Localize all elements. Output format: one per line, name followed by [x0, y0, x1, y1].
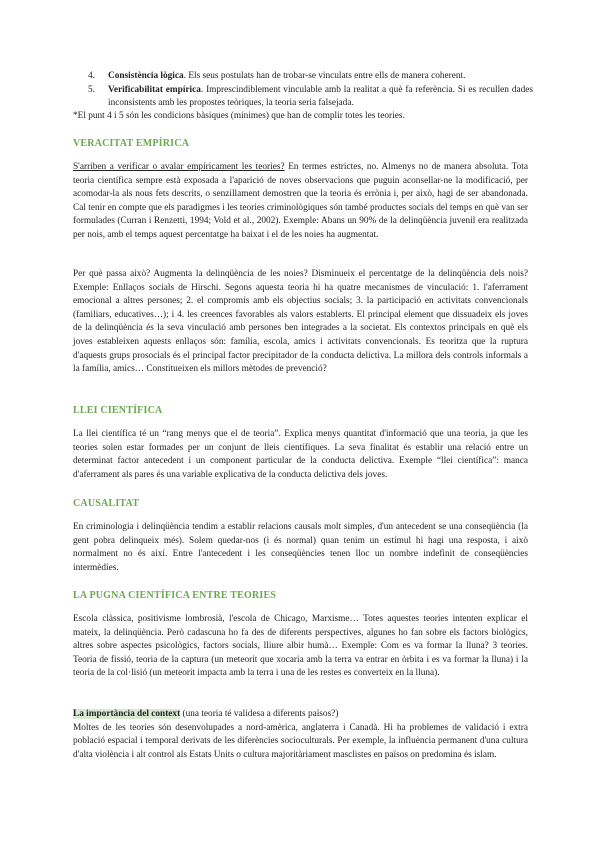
paragraph: Per què passa això? Augmenta la delinqüència de les noies? Disminueix el percentatge de la delinqüència dels nois? Exemple: Enllaços socials de Hirschi. Segons aquesta teoria hi ha quatre mecanismes de vinculació: 1. l'aferrament emocional a altres persones; 2. el compromís amb els objectius socials; 3. la participació en activitats convencionals (familiars, educatives…); i 4. les creences favorables als valors establerts. El principal element que dissuadeix els joves de la delinqüència és la seva vinculació amb persones ben integrades a la societat. Els contextos principals en què els joves estableixen aquests enllaços són: família, escola, amics i activitats convencionals. Es teoritza que la ruptura d'aquests grups prosocials és el principal factor precipitador de la conducta delictiva. La millora dels controls informals a la família, amics… Constitueixen els millors mètodes de prevenció? [73, 269, 528, 375]
paragraph [73, 161, 528, 243]
list-item [73, 84, 533, 111]
paragraph: En criminologia i delinqüència tendim a establir relacions causals molt simples, d'un antecedent se una conseqüència (la gent pobra delinqueix més). Solem quedar-nos (i és normal) quan tenim un estímul hi hagi una resposta, i això normalment no és així. Entre l'antecedent i les conseqüències tenen lloc un nombre indefinit de conseqüències intermèdies. [73, 522, 528, 573]
section-heading-causalitat: CAUSALITAT [73, 498, 140, 509]
numbered-list [73, 70, 533, 111]
list-number: 4. [88, 71, 95, 81]
section-heading-llei: LLEI CIENTÍFICA [73, 405, 163, 416]
list-item [73, 70, 533, 84]
underlined-question: S'arriben a verificar o avalar empíricament les teories? [73, 162, 285, 172]
list-text: . Els seus postulats han de trobar-se vinculats entre ells de manera coherent. [183, 71, 466, 81]
paragraph: Escola clàssica, positivisme lombrosià, l'escola de Chicago, Marxisme… Totes aquestes teories intenten explicar el mateix, la delinqüència. Però cadascuna ho fa des de diferents perspectives, algunes ho fan sobre els factors biològics, altres sobre aspectes psicològics, factors socials, lliure albir humà… Exemple: Com es va formar la lluna? 3 teories. Teoria de fissió, teoria de la captura (un meteorit que xocaria amb la terra va entrar en òrbita i es va formar la lluna) i la teoria de la col·lisió (un meteorit impacta amb la terra i una de les restes es converteix en la lluna). [73, 614, 528, 679]
paragraph-text: (una teoria té validesa a diferents països?) [180, 709, 339, 719]
section-heading-veracitat: VERACITAT EMPÍRICA [73, 138, 190, 149]
section-heading-pugna: LA PUGNA CIENTÍFICA ENTRE TEORIES [73, 590, 277, 601]
highlighted-subheading: La importància del context [73, 709, 181, 719]
list-number: 5. [88, 84, 95, 95]
paragraph: La llei científica té un “rang menys que el de teoria”. Explica menys quantitat d'informació que una teoria, ja que les teories solen estar formades per un conjunt de lleis científiques. La seva finalitat és establir una relació entre un determinat factor antecedent i un component particular de la conducta delictiva. Exemple “llei científica”: manca d'aferrament als pares és una variable explicativa de la conducta delictiva dels joves. [73, 429, 528, 480]
paragraph-text: Moltes de les teories són desenvolupades a nord-amèrica, anglaterra i Canadà. Hi ha problemes de validació i extra població espacial i temporal derivats de les diferències socioculturals. Per exemple, la influència permanent d'una cultura d'alta violència i alt control als Estats Units o cultura majoritàriament masclistes en països on predomina és islam. [73, 722, 528, 760]
list-term: Verificabilitat empírica [108, 84, 201, 95]
list-term: Consistència lògica [108, 71, 184, 81]
paragraph-text: En termes estrictes, no. Almenys no de manera absoluta. Tota teoria científica sempre està exposada a l'aparició de noves observacions que puguin aconsellar-ne la modificació, per acomodar-la als nous fets descrits, o senzillament demostren que la teoria és errònia i, per això, hagi de ser abandonada. Cal tenir en compte que els paradigmes i les teories criminològiques són també productes socials del temps en què van ser formulades (Curran i Renzetti, 1994; Vold et al., 2002). Exemple: Abans un 90% de la delinqüència juvenil era realitzada per nois, amb el temps aquest percentatge ha baixat i el de les noies ha augmentat. [73, 162, 529, 240]
footnote: *El punt 4 i 5 són les condicions bàsiques (mínimes) que han de complir totes les teories. [73, 111, 405, 121]
list-text: . Imprescindiblement vinculable amb la realitat a què fa referència. Si es recullen dades inconsistents amb les propostes teòriques, la teoria seria falsejada. [108, 84, 533, 109]
paragraph [73, 708, 528, 762]
